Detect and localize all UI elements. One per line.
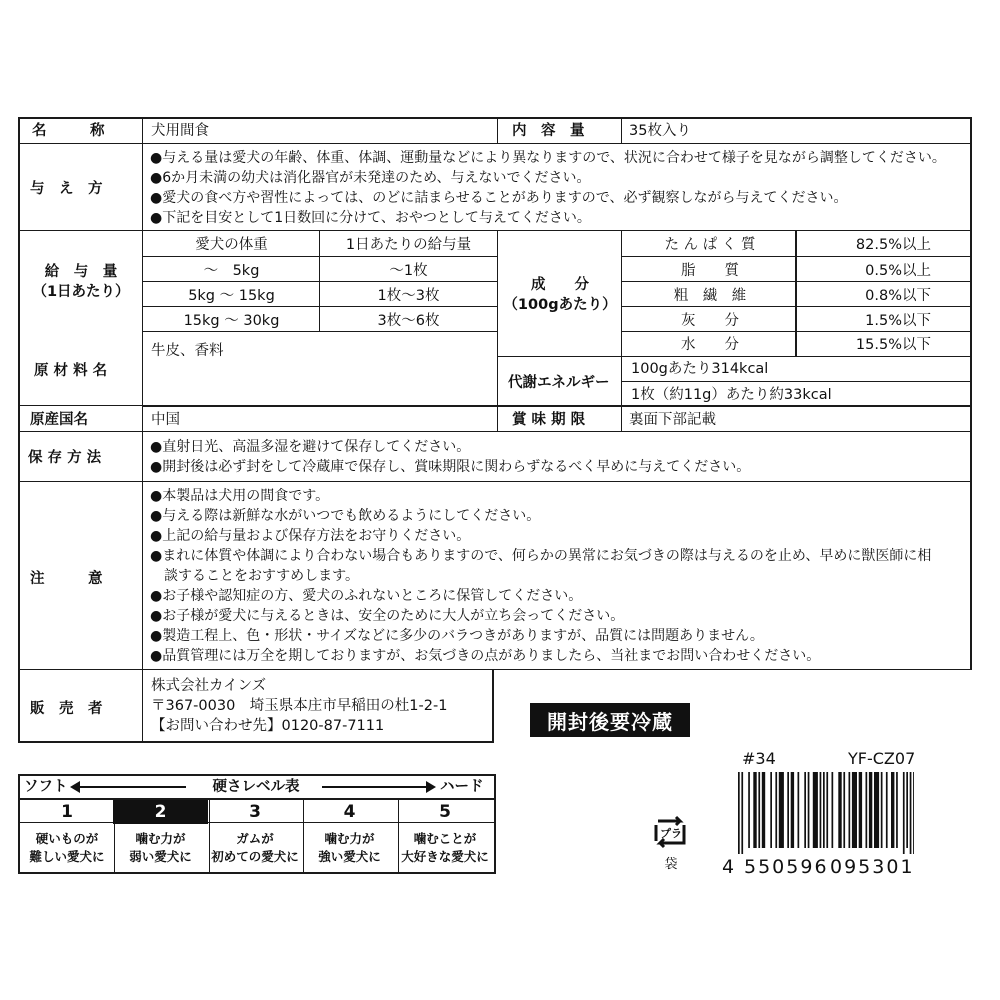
energy-line1: 100gあたり314kcal (631, 361, 769, 377)
level-num-selected: 2 (113, 800, 208, 824)
level-desc-line: 初めての愛犬に (211, 849, 299, 864)
barcode-bar (738, 772, 740, 854)
origin-label: 原産国名 (30, 412, 88, 428)
feeding-label: 給 与 量 (44, 264, 118, 280)
barcode-digits-right: 095301 (830, 856, 915, 878)
level-desc (20, 830, 114, 866)
feeding-weight: 5kg ～ 15kg (188, 288, 275, 304)
level-desc-line: 噛むことが (413, 831, 477, 846)
ingredients-label: 原 材 料 名 (34, 363, 108, 379)
barcode-bar (891, 772, 894, 848)
level-desc-line: 硬いものが (35, 831, 99, 846)
storage-label: 保 存 方 法 (28, 450, 102, 466)
howto-item: ●下記を目安として1日数回に分けて、おやつとして与えてください。 (150, 210, 591, 226)
caution-item: ●上記の給与量および保存方法をお守りください。 (150, 528, 471, 544)
barcode-bar (869, 772, 872, 848)
recycle-label: 袋 (664, 857, 678, 872)
col-amount: 1日あたりの給与量 (345, 237, 472, 253)
barcode-bar (823, 772, 825, 848)
barcode-digit-first: 4 (722, 856, 735, 878)
level-num: 3 (249, 802, 261, 822)
composition-value: 82.5%以上 (855, 237, 931, 253)
arrow-right-icon-head (426, 781, 436, 793)
howto-item: ●6か月未満の幼犬は消化器官が未発達のため、与えないでください。 (150, 170, 591, 186)
feeding-amount: 3枚～6枚 (377, 313, 440, 329)
composition-name: 水 分 (681, 337, 739, 353)
seller-line: 株式会社カインズ (151, 678, 267, 694)
expiry-label: 賞 味 期 限 (512, 412, 586, 428)
barcode-bar (741, 772, 743, 854)
howto-item: ●愛犬の食べ方や習性によっては、のどに詰まらせることがありますので、必ず観察しながら与えてください。 (150, 190, 848, 206)
level-desc-line: 大好きな愛犬に (401, 849, 489, 864)
arrow-left-icon (76, 786, 186, 788)
barcode-bar (770, 772, 772, 848)
composition-value: 1.5%以下 (865, 313, 931, 329)
barcode-bar (859, 772, 862, 848)
recycle-pla-icon (650, 815, 692, 851)
barcode-bar (808, 772, 810, 848)
howto-item: ●与える量は愛犬の年齢、体重、体調、運動量などにより異なりますので、状況に合わせて様子を見ながら調整してください。 (150, 150, 946, 166)
caution-item: ●製造工程上、色・形状・サイズなどに多少のバラつきがありますが、品質には問題ありません。 (150, 628, 764, 644)
storage-item: ●直射日光、高温多湿を避けて保存してください。 (150, 439, 471, 455)
level-num: 4 (343, 802, 356, 822)
level-desc-line: ガムが (236, 831, 274, 846)
level-desc-line: 噛む力が (324, 831, 375, 846)
level-desc (302, 830, 397, 866)
seller-line: 【お問い合わせ先】0120-87-7111 (151, 718, 385, 734)
feeding-amount: ～1枚 (389, 263, 428, 279)
barcode-bar (910, 772, 912, 854)
barcode-bar (843, 772, 845, 848)
caution-item: ●本製品は犬用の間食です。 (150, 488, 330, 504)
arrow-left-icon-head (70, 781, 80, 793)
composition-value: 15.5%以下 (855, 337, 931, 353)
level-num: 1 (61, 802, 73, 822)
howto-label: 与 え 方 (30, 181, 103, 197)
level-num: 5 (439, 802, 451, 822)
arrow-right-icon (322, 786, 428, 788)
origin-value: 中国 (151, 412, 180, 428)
composition-value: 0.8%以下 (865, 288, 931, 304)
hardness-title: 硬さレベル表 (212, 779, 300, 795)
col-weight: 愛犬の体重 (195, 237, 268, 253)
composition-label-sub: （100gあたり） (503, 297, 617, 313)
refrigerate-stamp: 開封後要冷蔵 (530, 703, 690, 737)
barcode-bar (826, 772, 828, 848)
barcode-bar (820, 772, 822, 848)
barcode-bar (866, 772, 868, 848)
barcode-bar (804, 772, 806, 848)
barcode-bar (753, 772, 756, 848)
ingredients-value: 牛皮、香料 (151, 343, 224, 359)
composition-name: 脂 質 (681, 263, 739, 279)
level-desc (208, 830, 302, 866)
composition-name: 灰 分 (681, 313, 739, 329)
hardness-soft: ソフト (24, 779, 68, 795)
barcode-bar (874, 772, 879, 848)
seller-label: 販 売 者 (30, 701, 103, 717)
barcode-bar (906, 772, 908, 848)
composition-name: た ん ぱ く 質 (664, 237, 756, 253)
energy-label: 代謝エネルギー (508, 375, 610, 391)
level-desc-line: 強い愛犬に (318, 849, 381, 864)
barcode-bar (791, 772, 794, 848)
recycle-mark-text: プラ (660, 827, 682, 840)
expiry-value: 裏面下部記載 (629, 412, 716, 428)
name-value: 犬用間食 (151, 123, 209, 139)
barcode-bar (886, 772, 888, 848)
barcode-bar (758, 772, 760, 848)
feeding-weight: ～ 5kg (203, 263, 260, 279)
caution-item: 談することをおすすめします。 (150, 568, 360, 584)
barcode-bar (832, 772, 834, 848)
level-desc-line: 難しい愛犬に (29, 849, 105, 864)
barcode-code-right: YF-CZ07 (848, 749, 916, 768)
level-desc (113, 830, 208, 866)
seller-line: 〒367-0030 埼玉県本庄市早稲田の杜1-2-1 (151, 698, 448, 714)
barcode-bar (849, 772, 851, 848)
barcode-bar (775, 772, 777, 848)
composition-label: 成 分 (531, 277, 589, 293)
name-label: 名 称 (32, 123, 105, 139)
barcode-bar (852, 772, 857, 848)
feeding-amount: 1枚～3枚 (377, 288, 440, 304)
barcode-bar (896, 772, 898, 848)
barcode-bar (881, 772, 883, 848)
barcode-bar (813, 772, 818, 848)
content-label: 内 容 量 (512, 123, 585, 139)
storage-item: ●開封後は必ず封をして冷蔵庫で保存し、賞味期限に関わらずなるべく早めに与えてください。 (150, 459, 751, 475)
barcode-bar (762, 772, 765, 848)
caution-item: ●お子様や認知症の方、愛犬のふれないところに保管してください。 (150, 588, 583, 604)
feeding-label-sub: （1日あたり） (32, 284, 130, 300)
barcode-bar (838, 772, 841, 848)
feeding-weight: 15kg ～ 30kg (183, 313, 280, 329)
caution-item: ●品質管理には万全を期しておりますが、お気づきの点がありましたら、当社までお問い合わせください。 (150, 648, 821, 664)
level-desc (397, 830, 493, 866)
level-desc-line: 弱い愛犬に (129, 849, 192, 864)
level-desc-line: 噛む力が (135, 831, 186, 846)
caution-item: ●まれに体質や体調により合わない場合もありますので、何らかの異常にお気づきの際は与えるのを止め、早めに獣医師に相 (150, 548, 932, 564)
caution-item: ●お子様が愛犬に与えるときは、安全のために大人が立ち会ってください。 (150, 608, 625, 624)
content-value: 35枚入り (629, 123, 691, 139)
hardness-hard: ハード (440, 779, 484, 795)
barcode-bar (787, 772, 789, 848)
barcode-bar (798, 772, 800, 848)
barcode-bar (748, 772, 750, 848)
barcode-digits-left: 550596 (744, 856, 829, 878)
composition-name: 粗 繊 維 (673, 288, 747, 304)
barcode-bar (913, 772, 914, 854)
barcode (738, 772, 914, 854)
energy-line2: 1枚（約11g）あたり約33kcal (631, 387, 832, 403)
caution-item: ●与える際は新鮮な水がいつでも飲めるようにしてください。 (150, 508, 541, 524)
barcode-code-left: #34 (742, 749, 776, 768)
composition-value: 0.5%以上 (865, 263, 931, 279)
barcode-bar (779, 772, 784, 848)
barcode-bar (903, 772, 905, 854)
caution-label: 注 意 (30, 571, 103, 587)
